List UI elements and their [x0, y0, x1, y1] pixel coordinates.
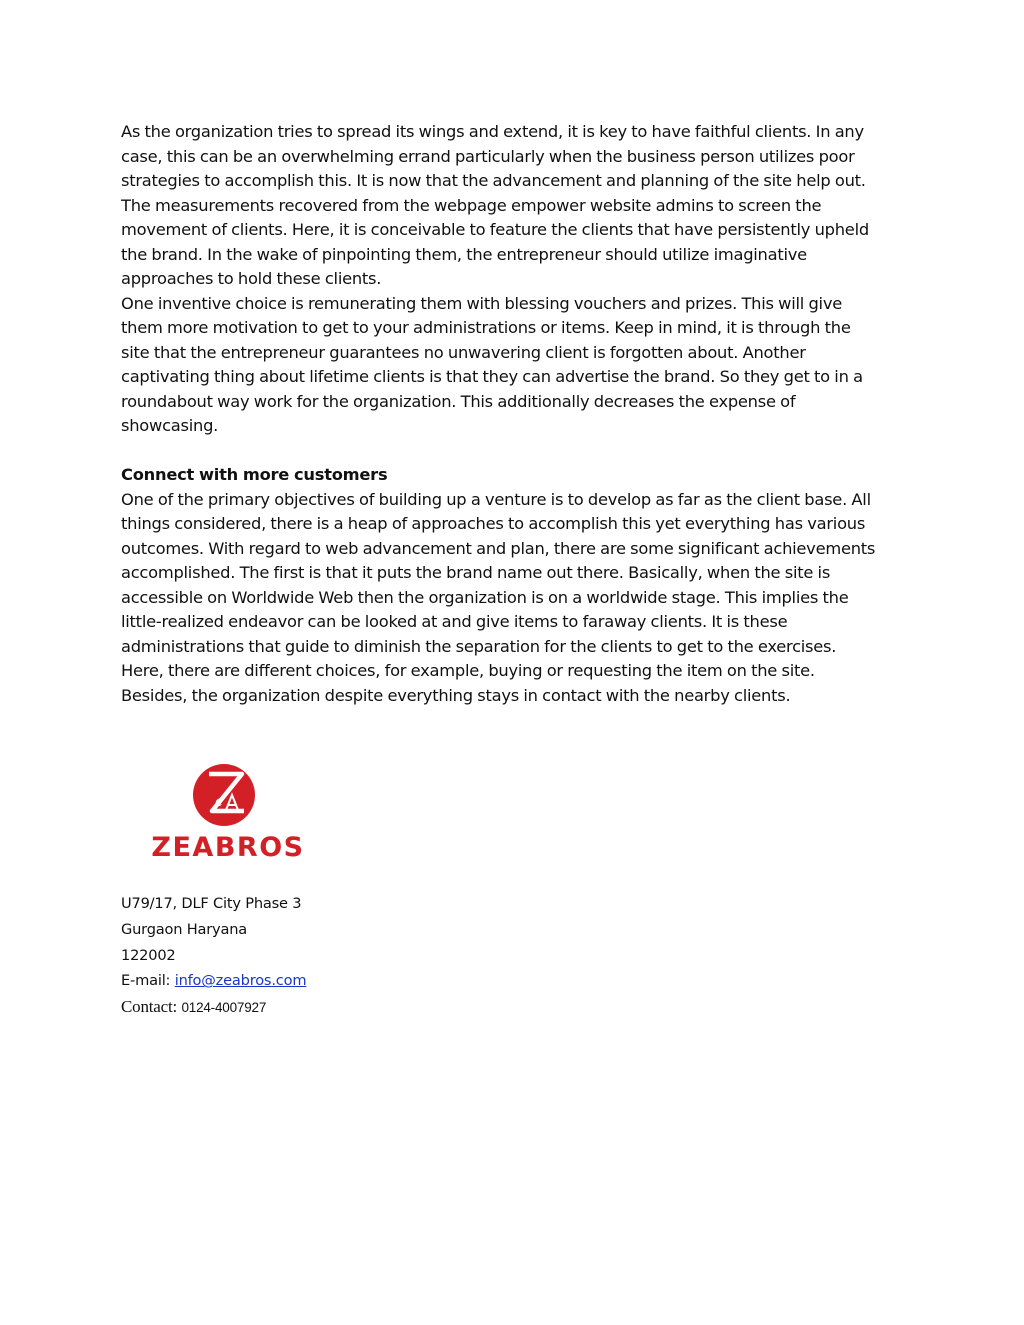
text-line: One inventive choice is remunerating them with blessing vouchers and prizes. This will give — [121, 293, 842, 313]
text-line: Besides, the organization despite everything stays in contact with the nearby clients. — [121, 685, 791, 705]
logo-wordmark: ZEABROS — [151, 832, 305, 863]
address-postal-code: 122002 — [121, 946, 176, 964]
paragraph-rewards — [121, 292, 911, 439]
text-line: approaches to hold these clients. — [121, 269, 382, 288]
zeabros-logo-graphic — [136, 755, 320, 865]
text-line: roundabout way work for the organization. This additionally decreases the expense of — [121, 391, 796, 411]
paragraph-more-customers — [121, 488, 911, 709]
text-line: things considered, there is a heap of approaches to accomplish this yet everything has various — [121, 514, 866, 533]
paragraph-loyal-clients — [121, 120, 911, 292]
text-line: the brand. In the wake of pinpointing them, the entrepreneur should utilize imaginative — [121, 244, 807, 264]
address-line-1: U79/17, DLF City Phase 3 — [121, 895, 302, 912]
text-line: accessible on Worldwide Web then the organization is on a worldwide stage. This implies the — [121, 587, 849, 607]
article-body — [121, 120, 911, 708]
contact-row — [121, 994, 306, 1021]
text-line: site that the entrepreneur guarantees no unwavering client is forgotten about. Another — [121, 342, 806, 362]
text-line: One of the primary objectives of building up a venture is to develop as far as the client base. All — [121, 489, 871, 509]
text-line: administrations that guide to diminish the separation for the clients to get to the exercises. — [121, 636, 837, 656]
text-line: captivating thing about lifetime clients is that they can advertise the brand. So they get to in a — [121, 367, 863, 386]
text-line: outcomes. With regard to web advancement and plan, there are some significant achievements — [121, 538, 876, 558]
text-line: Here, there are different choices, for example, buying or requesting the item on the site. — [121, 661, 815, 680]
logo-emblem-e: e — [215, 794, 224, 810]
text-line: As the organization tries to spread its wings and extend, it is key to have faithful clients. In any — [121, 122, 864, 141]
contact-phone: 0124-4007927 — [181, 1000, 267, 1016]
text-line: The measurements recovered from the webpage empower website admins to screen the — [121, 195, 822, 215]
contact-label: Contact: — [121, 997, 177, 1017]
paragraph-spacer — [121, 439, 911, 464]
text-line: movement of clients. Here, it is conceivable to feature the clients that have persistently upheld — [121, 220, 869, 239]
email-row — [121, 968, 306, 994]
zeabros-logo — [136, 755, 320, 865]
email-label: E-mail: — [121, 972, 175, 990]
contact-address-block — [121, 891, 306, 1021]
text-line: case, this can be an overwhelming errand particularly when the business person utilizes poor — [121, 146, 855, 166]
email-link[interactable]: info@zeabros.com — [174, 972, 307, 990]
text-line: them more motivation to get to your administrations or items. Keep in mind, it is through the — [121, 318, 851, 337]
text-line: strategies to accomplish this. It is now that the advancement and planning of the site help out. — [121, 171, 866, 190]
text-line: showcasing. — [121, 416, 219, 435]
section-heading: Connect with more customers — [121, 465, 388, 484]
address-line-2: Gurgaon Haryana — [121, 920, 248, 938]
text-line: accomplished. The first is that it puts the brand name out there. Basically, when the site is — [121, 563, 831, 582]
text-line: little-realized endeavor can be looked at and give items to faraway clients. It is these — [121, 612, 788, 631]
